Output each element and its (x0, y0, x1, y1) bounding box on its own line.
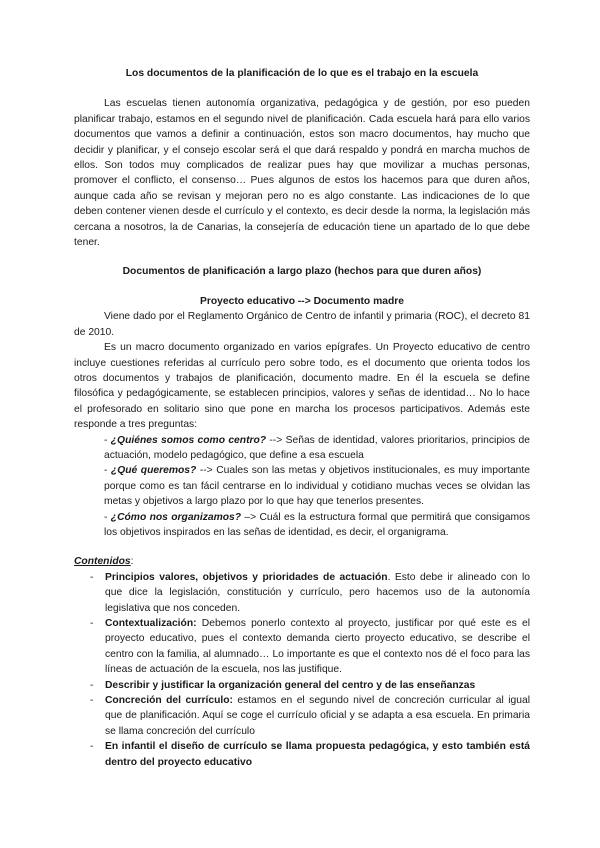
list-item (74, 570, 530, 616)
question-dash: - (104, 511, 111, 523)
question-text: –> Cuál es la estructura formal que permitirá que consigamos los objetivos inspirados en las señas de identidad, es decir, el organigrama. (104, 511, 530, 538)
list-dash: - (90, 618, 94, 629)
question-item (74, 463, 530, 509)
document-title: Los documentos de la planificación de lo que es el trabajo en la escuela (125, 68, 479, 79)
list-item (74, 739, 530, 770)
list-item (74, 616, 530, 678)
question-dash: - (104, 434, 111, 446)
question-item (74, 433, 530, 464)
list-item-bold: Contextualización: (105, 618, 197, 629)
contents-list (74, 570, 530, 770)
question-text: --> Señas de identidad, valores prioritarios, principios de actuación, modelo pedagógico, que define a esa escuela (104, 434, 530, 461)
section-title: Documentos de planificación a largo plazo (hechos para que duren años) (122, 266, 482, 278)
contents-heading (74, 554, 530, 569)
contents-heading-label: Contenidos (74, 556, 131, 568)
document-page (74, 66, 530, 770)
list-dash: - (90, 571, 94, 583)
contents-heading-colon: : (130, 556, 134, 568)
list-item-text: . Esto debe ir alineado con lo que dice la legislación, constitución y currículo, pero hacemos uso de la autonomía legislativa que nos conceden. (105, 571, 530, 614)
list-item-bold: Principios valores, objetivos y prioridades de actuación (105, 571, 388, 583)
list-item (74, 693, 530, 739)
list-item-text: estamos en el segundo nivel de concreción curricular al igual que de planificación. Aquí se coge el currículo oficial y se adapta a esa escuela. En primaria se llama concreción del currículo (105, 695, 530, 737)
list-item-bold: En infantil el diseño de currículo se llama propuesta pedagógica, y esto también está dentro del proyecto educativo (105, 741, 530, 768)
question-lead: ¿Cómo nos organizamos? (110, 511, 242, 523)
intro-paragraph: Las escuelas tienen autonomía organizativa, pedagógica y de gestión, por eso pueden planificar trabajo, estamos en el segundo nivel de planificación. Cada escuela hará para ello varios documentos que vamos a definir a continuación, estos son macro documentos, hay mucho que decidir y planificar, y el consejo escolar será el que dará respaldo y pondrá en marcha muchos de ellos. Son todos muy complicados de realizar pues hay que movilizar a muchas personas, promover el conflicto, el consenso… Pues algunos de estos los hacemos para que duren años, aunque cada año se revisan y mejoran pero no es algo constante. Las indicaciones de lo que deben contener vienen desde el currículo y el contexto, es decir desde la norma, la legislación más cercana a nosotros, la de Canarias, la consejería de educación tiene un apartado de lo que debe tener. (74, 98, 530, 249)
question-dash: - (104, 465, 111, 477)
list-item-bold: Describir y justificar la organización general del centro y de las enseñanzas (105, 679, 476, 691)
question-lead: ¿Quiénes somos como centro? (110, 434, 267, 446)
list-dash: - (90, 695, 94, 707)
list-item-text: Debemos ponerlo contexto al proyecto, justificar por qué este es el proyecto educativo, pues el contexto demanda cierto proyecto educativo, se describe el centro con la familia, al alumnado… Lo importante es que el contexto nos dé el foco para las líneas de actuación de la escuela, nos las justifique. (105, 618, 530, 676)
subsection-title: Proyecto educativo --> Documento madre (200, 295, 404, 307)
question-text: --> Cuales son las metas y objetivos institucionales, es muy importante porque como es tan fácil centrarse en lo individual y cotidiano muchas veces se olvidan las metas y objetivos a largo plazo por lo que hay que tenerlos presentes. (104, 465, 531, 508)
paragraph-roc: Viene dado por el Reglamento Orgánico de Centro de infantil y primaria (ROC), el decreto 81 de 2010. (74, 311, 530, 338)
paragraph-macro-document: Es un macro documento organizado en varios epígrafes. Un Proyecto educativo de centro incluye cuestiones referidas al currículo pero sobre todo, es el documento que orienta todos los otros documentos y trabajos de planificación, documento madre. En él la escuela se define filosófica y pedagógicamente, se establecen principios, valores y señas de identidad… No lo hace el profesorado en solitario sino que pone en marcha los procesos participativos. Además este responde a tres preguntas: (74, 342, 530, 431)
list-item-bold: Concreción del currículo: (105, 695, 233, 707)
list-item (74, 678, 530, 693)
question-item (74, 510, 530, 541)
list-dash: - (90, 741, 94, 753)
list-dash: - (90, 679, 94, 691)
question-lead: ¿Qué queremos? (110, 465, 197, 477)
